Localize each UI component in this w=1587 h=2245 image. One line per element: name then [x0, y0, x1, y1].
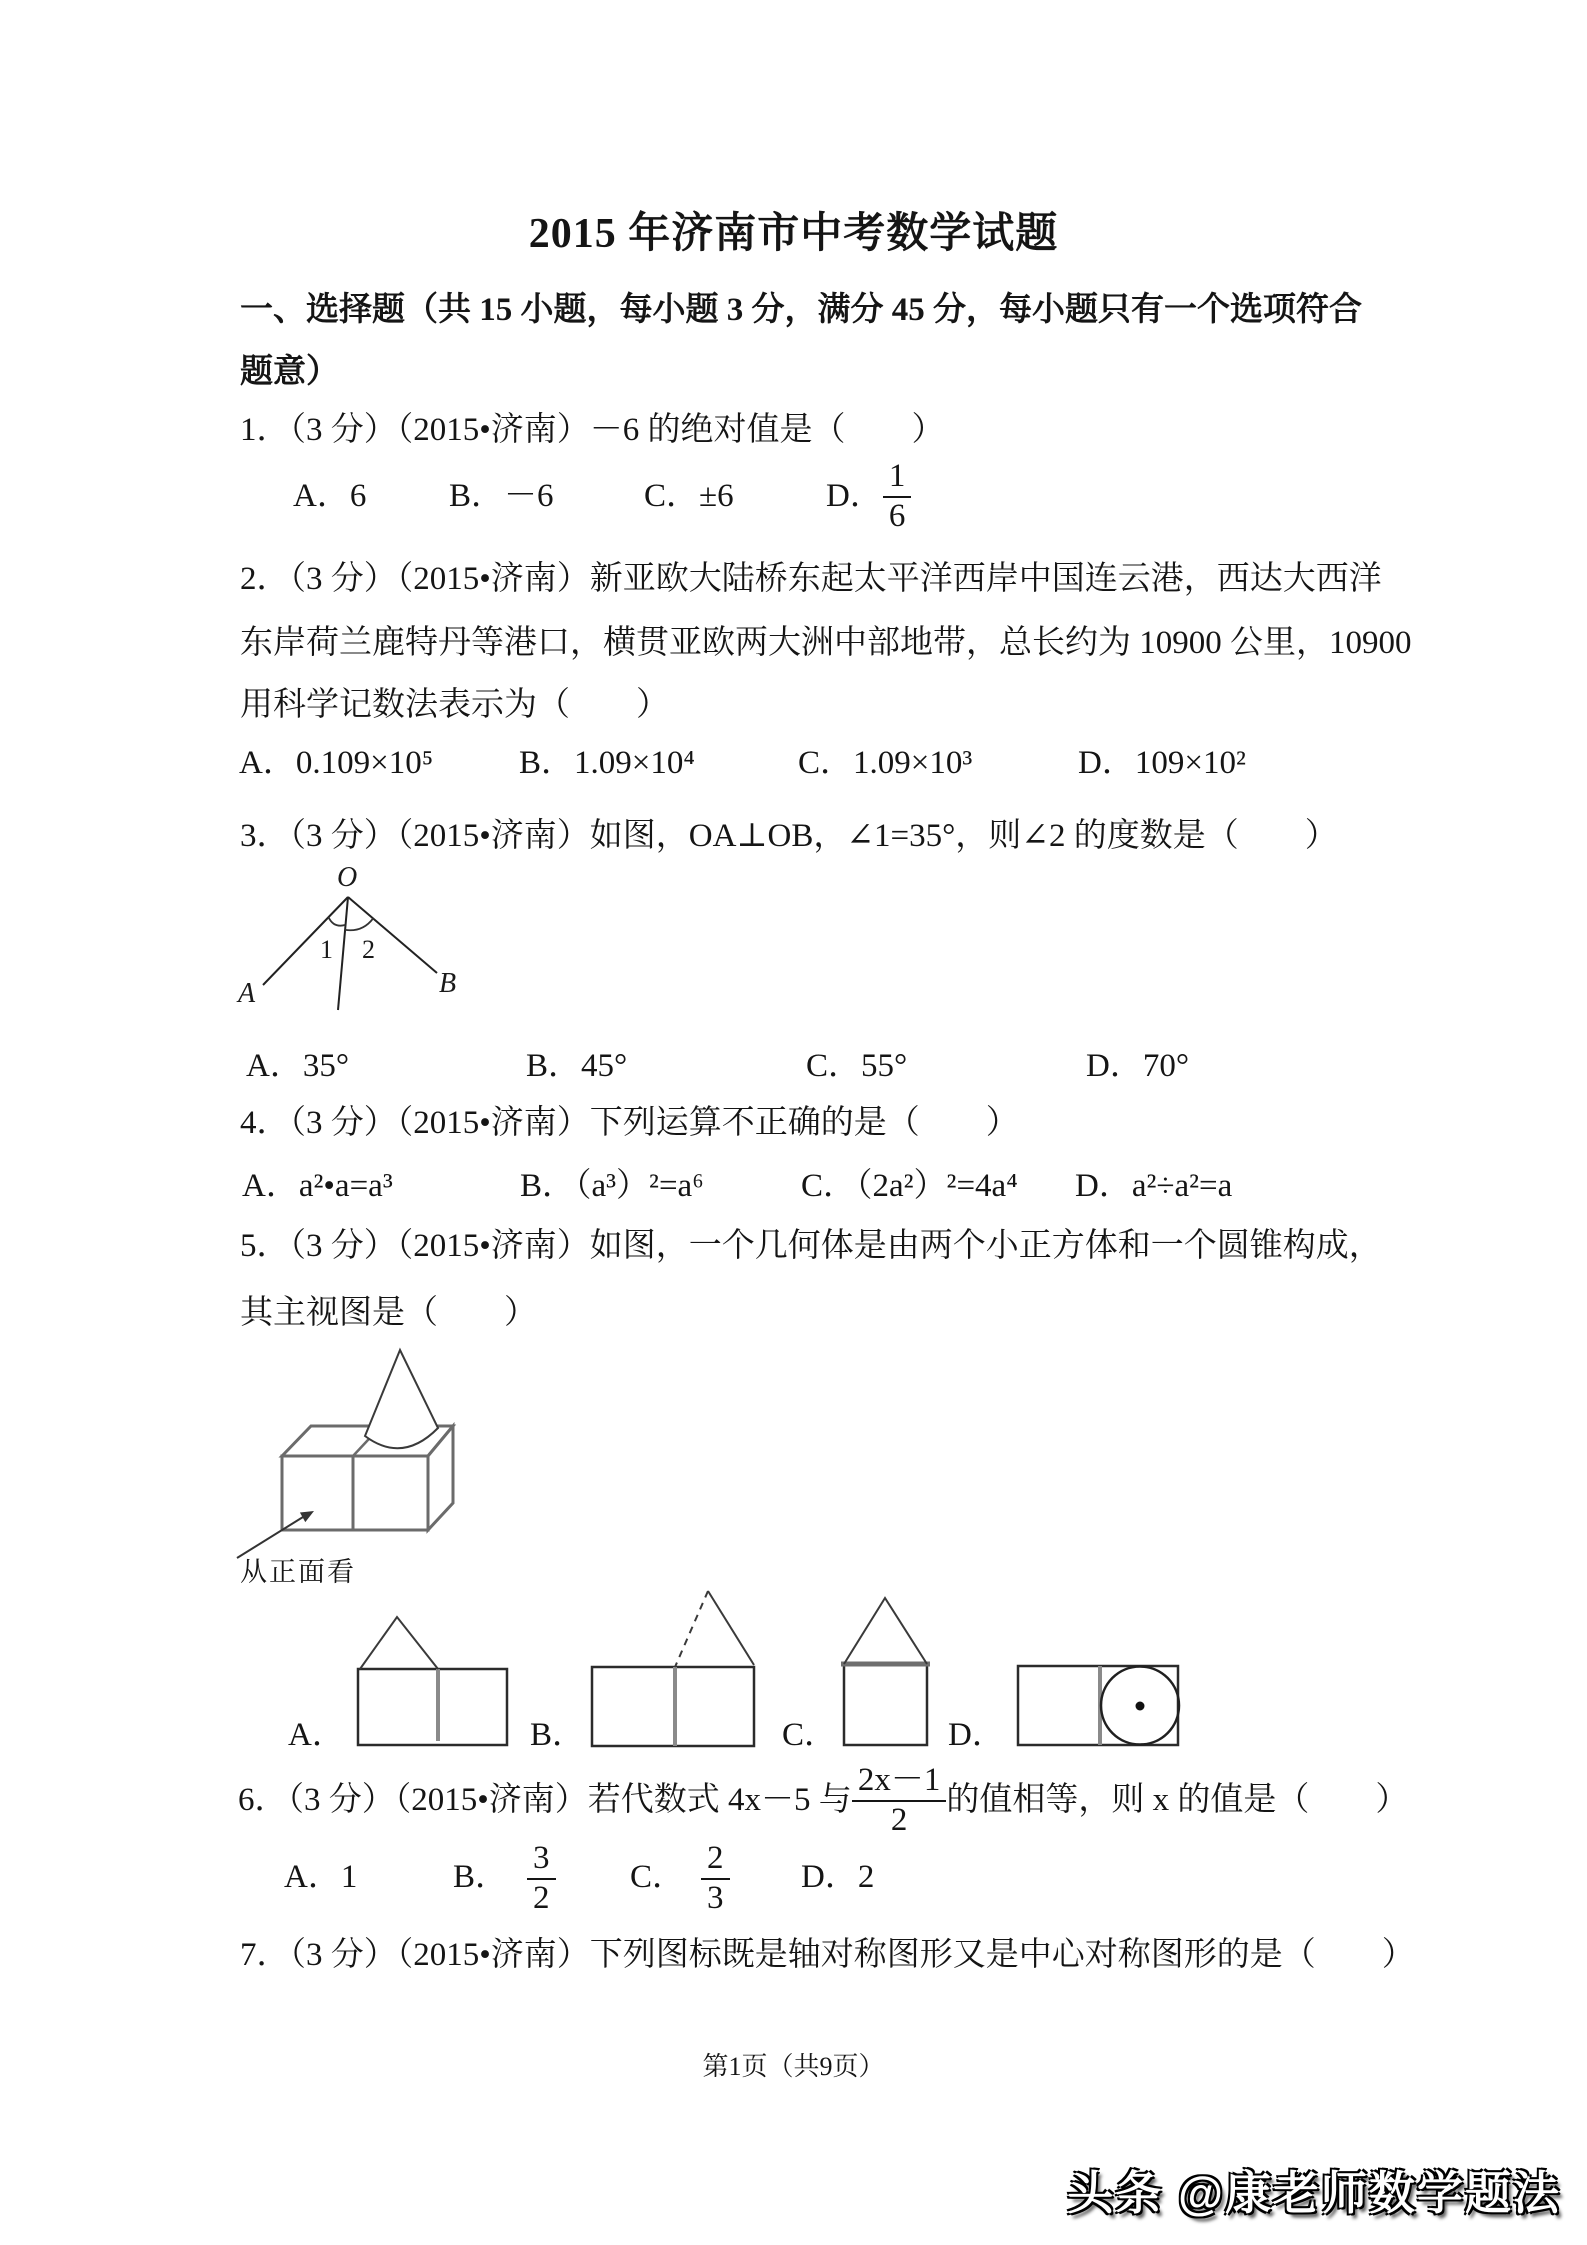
- label-angle2: 2: [362, 935, 375, 964]
- label-a: A: [238, 978, 256, 1009]
- q1-option-b: B．－6: [449, 478, 554, 514]
- q6-text-pre: 6．（3 分）（2015•济南）若代数式 4x－5 与: [238, 1782, 852, 1819]
- q6-option-d: D．2: [801, 1859, 875, 1895]
- q2-option-c: C．1.09×10³: [798, 745, 973, 781]
- question-2-line1: 2．（3 分）（2015•济南）新亚欧大陆桥东起太平洋西岸中国连云港，西达大西洋: [240, 561, 1382, 597]
- q3-option-a: A．35°: [246, 1048, 350, 1084]
- angle2-arc: [345, 918, 373, 930]
- q6-option-b-fraction: [527, 1840, 556, 1918]
- label-b: B: [439, 968, 457, 999]
- q6-option-a: A．1: [284, 1859, 358, 1895]
- q4-option-b: B．（a³）²=a⁶: [520, 1168, 704, 1204]
- q1-option-a: A．6: [293, 478, 367, 514]
- ray-oa: [263, 897, 348, 985]
- question-5-line1: 5．（3 分）（2015•济南）如图，一个几何体是由两个小正方体和一个圆锥构成，: [240, 1228, 1382, 1264]
- section-header-line2: 题意）: [240, 354, 339, 390]
- q5-answer-shapes: [340, 1585, 1200, 1760]
- q5-option-d-label: D．: [948, 1717, 1005, 1753]
- shape-b-triangle-right: [708, 1591, 754, 1665]
- question-3-text: 3．（3 分）（2015•济南）如图，OA⊥OB，∠1=35°，则∠2 的度数是（ ）: [240, 818, 1338, 854]
- question-2-line2: 东岸荷兰鹿特丹等港口，横贯亚欧两大洲中部地带，总长约为 10900 公里，10900: [240, 625, 1412, 661]
- solid-figure: [230, 1335, 475, 1570]
- q6-option-c-label: C．: [630, 1859, 686, 1895]
- fraction-numerator: 2x－1: [852, 1762, 947, 1802]
- q2-option-a: A．0.109×10⁵: [239, 745, 434, 781]
- section-header-line1: 一、选择题（共 15 小题，每小题 3 分，满分 45 分，每小题只有一个选项符合: [240, 292, 1362, 328]
- fraction-numerator: 2: [701, 1840, 730, 1880]
- question-6-text: [238, 1762, 1408, 1840]
- q4-option-a: A．a²•a=a³: [242, 1168, 393, 1204]
- shape-c-triangle: [844, 1598, 927, 1664]
- shape-c-rect: [844, 1664, 927, 1745]
- q1-option-c: C．±6: [644, 478, 734, 514]
- shape-d-center-dot: [1136, 1702, 1145, 1711]
- q6-option-c-fraction: [701, 1840, 730, 1918]
- dividing-ray: [338, 897, 348, 1010]
- question-4-text: 4．（3 分）（2015•济南）下列运算不正确的是（ ）: [240, 1105, 1019, 1141]
- q2-option-d: D．109×10²: [1078, 745, 1246, 781]
- fraction-numerator: 3: [527, 1840, 556, 1880]
- question-5-line2: 其主视图是（ ）: [240, 1295, 537, 1331]
- shape-b-triangle-left-dashed: [675, 1591, 708, 1667]
- q1-option-d: [826, 458, 911, 536]
- angle-figure: [230, 858, 480, 1023]
- label-o: O: [337, 862, 358, 893]
- watermark: 头条 @康老师数学题法: [1067, 2167, 1561, 2219]
- view-arrow-line: [237, 1517, 303, 1558]
- fraction-denominator: 3: [707, 1879, 724, 1916]
- fraction-denominator: 2: [533, 1879, 550, 1916]
- q5-option-c-label: C．: [782, 1717, 838, 1753]
- cone-icon: [365, 1350, 438, 1448]
- q3-option-b: B．45°: [526, 1048, 628, 1084]
- q6-text-post: 的值相等，则 x 的值是（ ）: [946, 1782, 1409, 1819]
- q5-option-b-label: B．: [530, 1717, 586, 1753]
- fraction-numerator: 1: [883, 458, 912, 498]
- q3-option-c: C．55°: [806, 1048, 908, 1084]
- question-2-line3: 用科学记数法表示为（ ）: [240, 687, 669, 723]
- fraction-denominator: 2: [890, 1801, 908, 1838]
- question-7-text: 7．（3 分）（2015•济南）下列图标既是轴对称图形又是中心对称图形的是（ ）: [240, 1937, 1415, 1973]
- q1-option-d-fraction: [883, 458, 912, 536]
- q4-option-c: C．（2a²）²=4a⁴: [801, 1168, 1018, 1204]
- shape-a-rect: [358, 1669, 507, 1745]
- q4-option-d: D．a²÷a²=a: [1075, 1168, 1233, 1204]
- q5-option-a-label: A．: [288, 1717, 345, 1753]
- q1-option-d-label: D．: [826, 478, 883, 515]
- q2-option-b: B．1.09×10⁴: [519, 745, 695, 781]
- q6-option-b-label: B．: [453, 1859, 509, 1895]
- page-footer: 第1页（共9页）: [702, 2052, 885, 2081]
- angle1-arc: [329, 917, 346, 926]
- q6-fraction: [852, 1762, 947, 1840]
- page-title: 2015 年济南市中考数学试题: [528, 211, 1059, 257]
- label-angle1: 1: [320, 935, 333, 964]
- question-1-text: 1．（3 分）（2015•济南）－6 的绝对值是（ ）: [240, 412, 945, 448]
- figure-caption: 从正面看: [240, 1557, 356, 1587]
- fraction-denominator: 6: [888, 497, 906, 534]
- shape-a-triangle: [360, 1617, 438, 1669]
- q3-option-d: D．70°: [1086, 1048, 1190, 1084]
